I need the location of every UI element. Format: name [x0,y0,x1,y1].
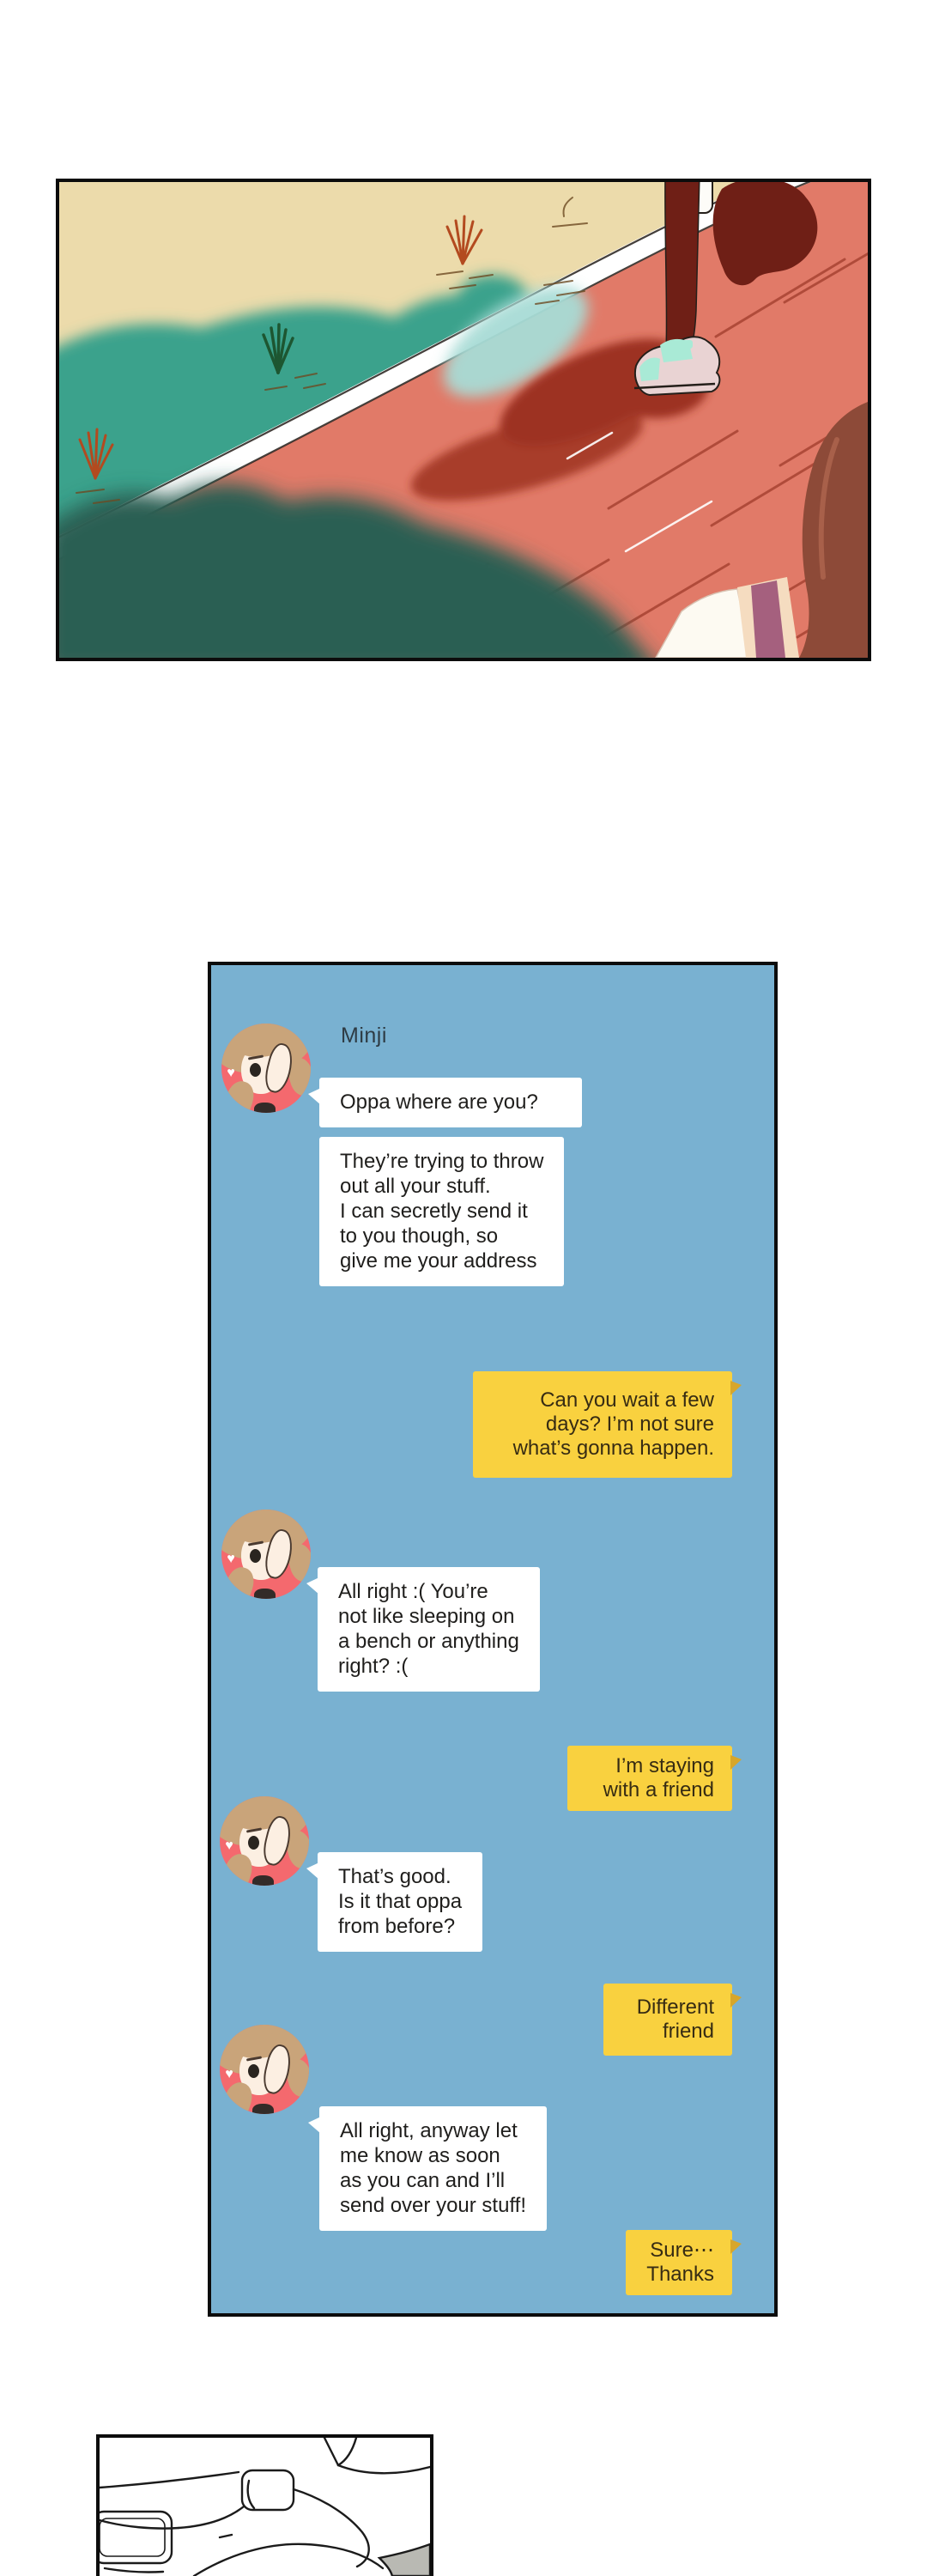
message-line: Oppa where are you? [340,1091,538,1114]
message-line: a bench or anything [338,1630,519,1653]
avatar [220,2025,309,2114]
heart-icon: ♥ [225,2066,233,2081]
message-line: Can you wait a few [540,1388,714,1412]
track-scene-art [59,182,868,658]
bubble-tail [730,2239,742,2254]
avatar [221,1024,311,1113]
chat-bubble-outgoing [567,1746,732,1811]
comic-panel-chat [208,962,778,2317]
message-line: me know as soon [340,2144,500,2167]
message-line: That’s good. [338,1865,451,1888]
message-line: Is it that oppa [338,1890,463,1913]
chat-bubble-outgoing [603,1984,732,2056]
bubble-tail [730,1381,742,1395]
avatar-eye [248,1836,259,1850]
message-line: All right :( You’re [338,1580,488,1603]
bubble-tail [306,1577,319,1595]
heart-icon: ♥ [225,1838,233,1853]
bubble-tail [308,2117,321,2134]
message-line: out all your stuff. [340,1175,491,1198]
message-line: with a friend [603,1778,714,1801]
chat-bubble-incoming [319,1078,582,1127]
avatar-eye [248,2064,259,2078]
contact-name: Minji [341,1024,387,1048]
avatar-eye [250,1063,261,1077]
message-line: from before? [338,1915,456,1938]
bubble-tail [730,1755,742,1770]
heart-icon: ♥ [227,1065,235,1080]
chat-bubble-outgoing [626,2230,732,2295]
avatar [221,1510,311,1599]
avatar-collar [254,1589,276,1599]
avatar-collar [254,1103,276,1113]
message-line: days? I’m not sure [545,1413,714,1436]
message-line: what’s gonna happen. [512,1437,714,1460]
message-line: I’m staying [615,1754,714,1777]
hands-phone-art [100,2438,430,2576]
comic-panel-hands-phone [96,2434,433,2576]
message-line: friend [662,2020,714,2043]
chat-bubble-incoming [319,1137,564,1286]
message-line: give me your address [340,1249,537,1273]
avatar-collar [252,2104,274,2114]
message-line: They’re trying to throw [340,1150,544,1173]
avatar-eye [250,1549,261,1563]
message-line: right? :( [338,1655,409,1678]
message-line: All right, anyway let [340,2119,518,2142]
message-line: to you though, so [340,1224,499,1248]
comic-panel-track-scene [56,179,871,661]
bubble-tail [308,1088,321,1105]
message-line: not like sleeping on [338,1605,515,1628]
avatar [220,1796,309,1886]
bubble-tail [730,1993,742,2008]
heart-icon: ♥ [227,1551,235,1566]
avatar-collar [252,1875,274,1886]
message-line: Thanks [646,2263,714,2286]
chat-bubble-incoming [318,1567,540,1692]
chat-bubble-incoming [319,2106,547,2231]
message-line: as you can and I’ll [340,2169,506,2192]
chat-bubble-incoming [318,1852,482,1952]
message-line: I can secretly send it [340,1200,528,1223]
message-line: send over your stuff! [340,2194,527,2217]
bubble-tail [306,1862,319,1880]
message-line: Sure⋯ [650,2239,714,2262]
chat-bubble-outgoing [473,1371,732,1478]
message-line: Different [636,1996,714,2019]
